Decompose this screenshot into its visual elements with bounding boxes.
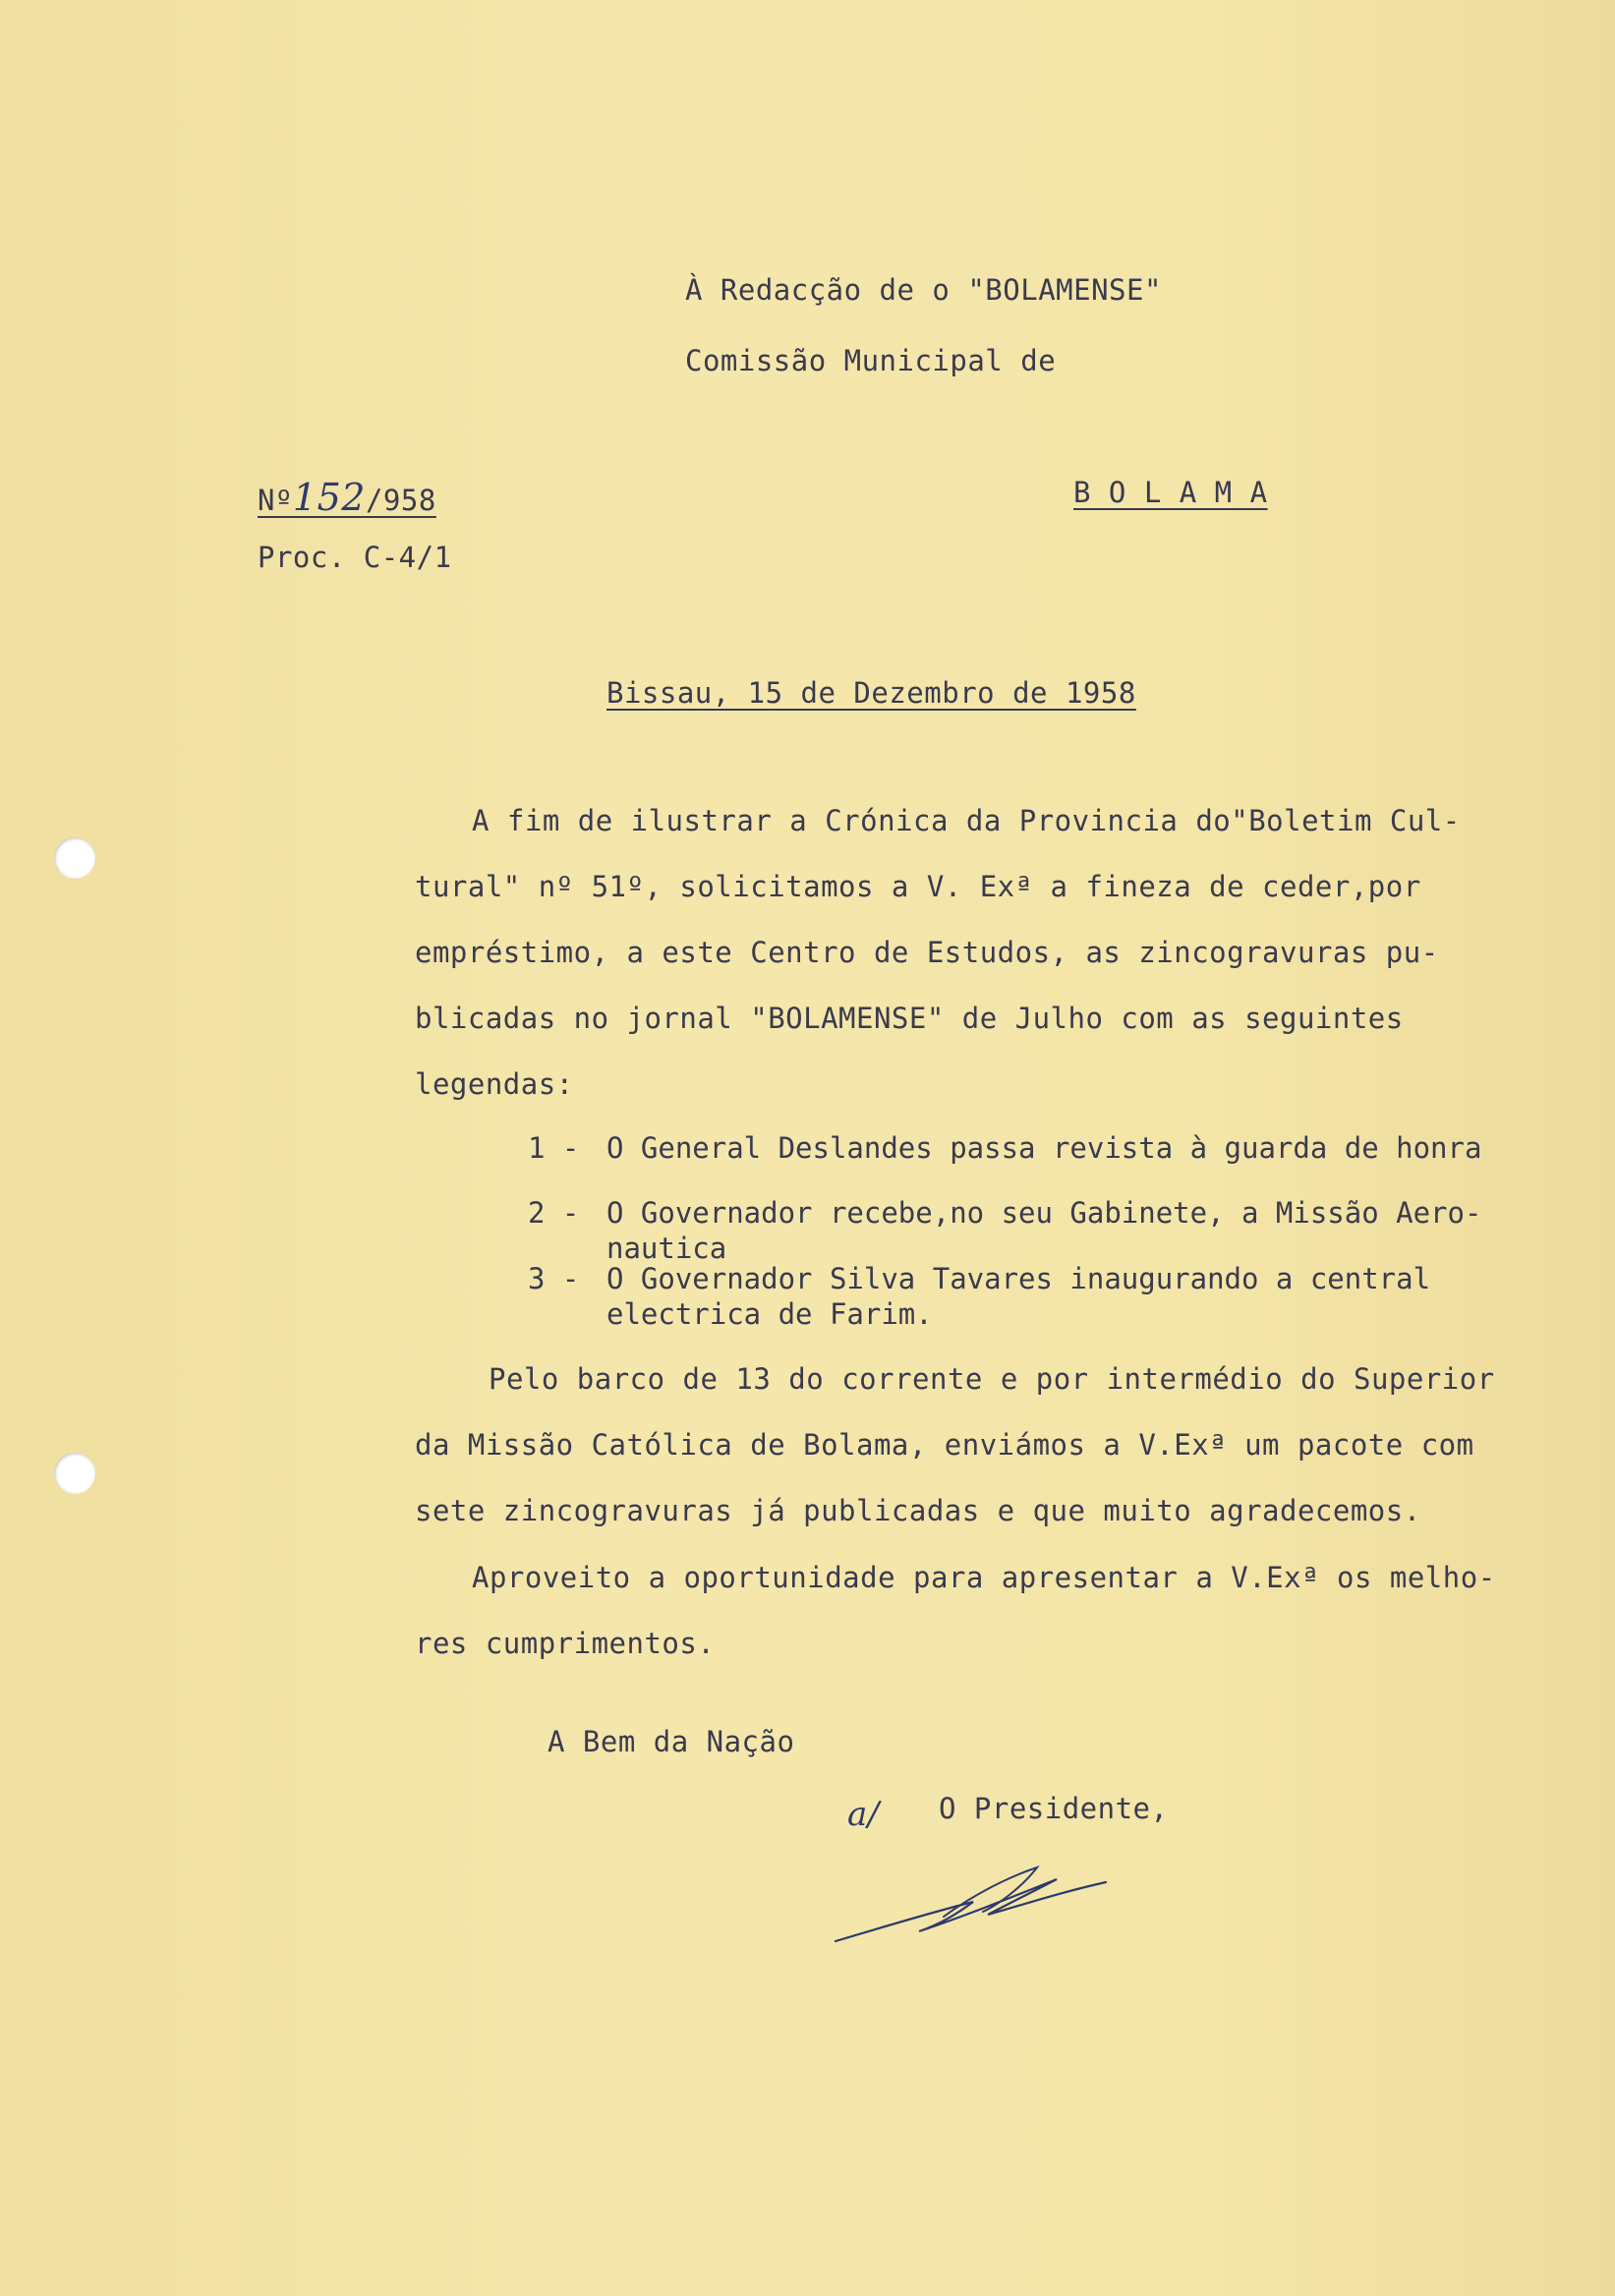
body-line-4: blicadas no jornal "BOLAMENSE" de Julho com as seguintes <box>415 1002 1404 1035</box>
signature <box>826 1858 1121 1956</box>
body-line-8: sete zincogravuras já publicadas e que muito agradecemos. <box>415 1494 1421 1527</box>
legend-text-1: O General Deslandes passa revista à guarda de honra <box>606 1131 1482 1165</box>
handwritten-number: 152 <box>292 476 366 519</box>
legend-num-2: 2 - <box>528 1196 580 1230</box>
body-line-2: tural" nº 51º, solicitamos a V. Exª a fineza de ceder,por <box>415 870 1421 903</box>
body-line-10: res cumprimentos. <box>415 1627 716 1660</box>
legend-text-2: O Governador recebe,no seu Gabinete, a Missão Aero- nautica <box>606 1196 1482 1265</box>
legend-num-3: 3 - <box>528 1262 580 1295</box>
city-heading: B O L A M A <box>1073 476 1268 509</box>
signer-prefix: a/ <box>847 1795 880 1834</box>
legend-text-3: O Governador Silva Tavares inaugurando a central electrica de Farim. <box>606 1262 1431 1331</box>
body-line-1: A fim de ilustrar a Crónica da Provincia do"Boletim Cul- <box>472 804 1461 837</box>
addressee-line-2: Comissão Municipal de <box>685 344 1057 377</box>
addressee-line-1: À Redacção de o "BOLAMENSE" <box>685 273 1162 307</box>
body-line-3: empréstimo, a este Centro de Estudos, as zincogravuras pu- <box>415 936 1439 969</box>
body-line-9: Aproveito a oportunidade para apresentar a V.Exª os melho- <box>472 1561 1496 1594</box>
punch-hole-bottom <box>54 1453 95 1494</box>
process-reference: Proc. C-4/1 <box>258 541 452 574</box>
body-line-5: legendas: <box>415 1067 574 1101</box>
body-line-6: Pelo barco de 13 do corrente e por intermédio do Superior <box>489 1362 1495 1396</box>
number-label: Nº <box>258 484 293 517</box>
body-line-7: da Missão Católica de Bolama, enviámos a V.Exª um pacote com <box>415 1428 1474 1462</box>
legend-num-1: 1 - <box>528 1131 580 1165</box>
signer-title: O Presidente, <box>939 1792 1169 1825</box>
reference-number <box>258 476 436 519</box>
punch-hole-top <box>54 837 95 879</box>
number-year: /958 <box>365 484 436 517</box>
closing-salutation: A Bem da Nação <box>548 1725 795 1758</box>
letter-date: Bissau, 15 de Dezembro de 1958 <box>606 676 1136 710</box>
